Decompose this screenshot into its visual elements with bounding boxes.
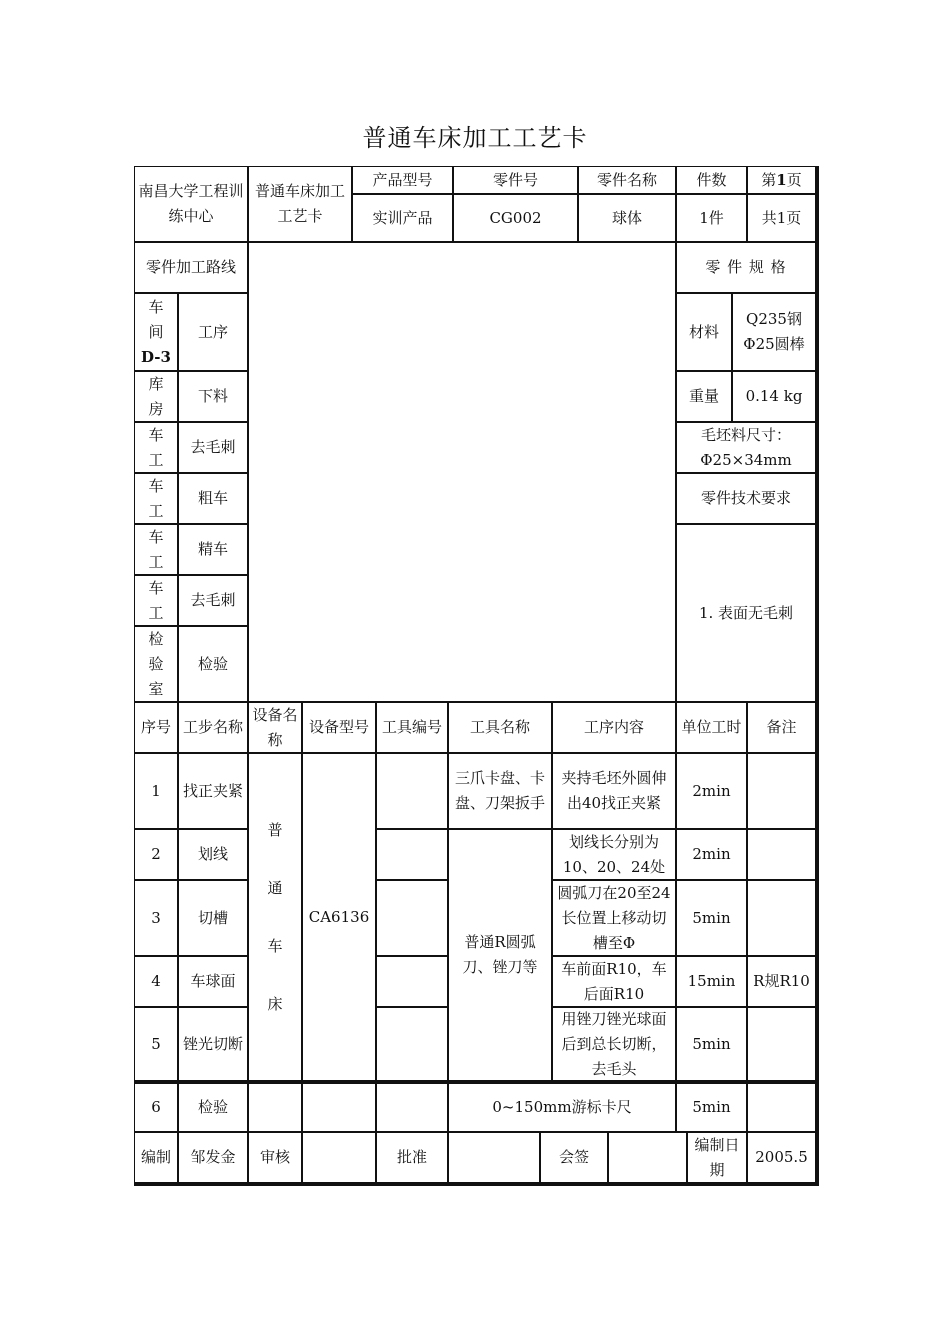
compiler: 邹发金 bbox=[178, 1132, 248, 1183]
step-remark bbox=[747, 880, 816, 956]
step-time: 2min bbox=[676, 829, 747, 880]
step-name: 划线 bbox=[178, 829, 248, 880]
step-tool-no bbox=[376, 880, 448, 956]
tech-req-value: 1. 表面无毛刺 bbox=[676, 524, 816, 702]
route-shop: 车 工 bbox=[134, 422, 178, 473]
step-name: 车球面 bbox=[178, 956, 248, 1007]
col-remark: 备注 bbox=[747, 702, 816, 753]
step-name: 检验 bbox=[178, 1081, 248, 1132]
drawing-area bbox=[248, 242, 676, 702]
process-label: 工序 bbox=[178, 293, 248, 371]
workshop-label: 车 间 D-3 bbox=[134, 293, 178, 371]
step-seq: 5 bbox=[134, 1007, 178, 1081]
page-number: 第 1 页 bbox=[747, 166, 816, 194]
route-shop: 检 验 室 bbox=[134, 626, 178, 702]
route-process: 粗车 bbox=[178, 473, 248, 524]
reviewer bbox=[302, 1132, 376, 1183]
step-tool-no bbox=[376, 753, 448, 829]
material-label: 材料 bbox=[676, 293, 732, 371]
step-tool-no bbox=[376, 1007, 448, 1081]
route-shop: 库 房 bbox=[134, 371, 178, 422]
step-seq: 3 bbox=[134, 880, 178, 956]
step-time: 2min bbox=[676, 753, 747, 829]
col-tool-no: 工具编号 bbox=[376, 702, 448, 753]
step-remark: R规R10 bbox=[747, 956, 816, 1007]
process-card-table bbox=[134, 166, 819, 1186]
step-equip-name bbox=[248, 1081, 302, 1132]
step-time: 5min bbox=[676, 1007, 747, 1081]
step-seq: 6 bbox=[134, 1081, 178, 1132]
material-value: Q235钢Φ25圆棒 bbox=[732, 293, 816, 371]
approver bbox=[448, 1132, 540, 1183]
countersign bbox=[608, 1132, 687, 1183]
step-tool-name: 0~150mm游标卡尺 bbox=[448, 1081, 676, 1132]
step-name: 切槽 bbox=[178, 880, 248, 956]
page-title: 普通车床加工工艺卡 bbox=[362, 124, 588, 152]
part-name-label: 零件名称 bbox=[578, 166, 676, 194]
col-tool-name: 工具名称 bbox=[448, 702, 552, 753]
col-content: 工序内容 bbox=[552, 702, 676, 753]
step-content: 车前面R10，车后面R10 bbox=[552, 956, 676, 1007]
date-value: 2005.5 bbox=[747, 1132, 816, 1183]
step-content: 划线长分别为10、20、24处 bbox=[552, 829, 676, 880]
part-no-value: CG002 bbox=[453, 194, 578, 242]
route-label: 零件加工路线 bbox=[134, 242, 248, 293]
product-model-value: 实训产品 bbox=[352, 194, 453, 242]
route-process: 去毛刺 bbox=[178, 575, 248, 626]
product-model-label: 产品型号 bbox=[352, 166, 453, 194]
step-time: 15min bbox=[676, 956, 747, 1007]
tech-req-label: 零件技术要求 bbox=[676, 473, 816, 524]
step-remark bbox=[747, 829, 816, 880]
countersign-label: 会签 bbox=[540, 1132, 608, 1183]
review-label: 审核 bbox=[248, 1132, 302, 1183]
approve-label: 批准 bbox=[376, 1132, 448, 1183]
date-label: 编制日期 bbox=[687, 1132, 747, 1183]
step-content: 夹持毛坯外圆伸出40找正夹紧 bbox=[552, 753, 676, 829]
step-seq: 4 bbox=[134, 956, 178, 1007]
step-name: 找正夹紧 bbox=[178, 753, 248, 829]
col-equip-model: 设备型号 bbox=[302, 702, 376, 753]
step-tool-no bbox=[376, 829, 448, 880]
part-name-value: 球体 bbox=[578, 194, 676, 242]
equipment-name: 普 通 车 床 bbox=[248, 753, 302, 1081]
step-tool-name: 三爪卡盘、卡盘、刀架扳手 bbox=[448, 753, 552, 829]
step-remark bbox=[747, 1007, 816, 1081]
step-time: 5min bbox=[676, 880, 747, 956]
route-process: 检验 bbox=[178, 626, 248, 702]
qty-label: 件数 bbox=[676, 166, 747, 194]
compile-label: 编制 bbox=[134, 1132, 178, 1183]
step-seq: 2 bbox=[134, 829, 178, 880]
step-tool-no bbox=[376, 956, 448, 1007]
weight-label: 重量 bbox=[676, 371, 732, 422]
step-tool-no bbox=[376, 1081, 448, 1132]
total-pages: 共1页 bbox=[747, 194, 816, 242]
route-shop: 车 工 bbox=[134, 575, 178, 626]
route-process: 去毛刺 bbox=[178, 422, 248, 473]
spec-label: 零 件 规 格 bbox=[676, 242, 816, 293]
step-equip-model bbox=[302, 1081, 376, 1132]
route-shop: 车 工 bbox=[134, 524, 178, 575]
col-step-name: 工步名称 bbox=[178, 702, 248, 753]
step-name: 锉光切断 bbox=[178, 1007, 248, 1081]
step-tool-name: 普通R圆弧刀、锉刀等 bbox=[448, 829, 552, 1081]
route-process: 下料 bbox=[178, 371, 248, 422]
blank-size: 毛坯料尺寸： Φ25×34mm bbox=[676, 422, 816, 473]
route-process: 精车 bbox=[178, 524, 248, 575]
equipment-model: CA6136 bbox=[302, 753, 376, 1081]
part-no-label: 零件号 bbox=[453, 166, 578, 194]
org-name: 南昌大学工程训练中心 bbox=[134, 166, 248, 242]
col-equip-name: 设备名称 bbox=[248, 702, 302, 753]
col-seq: 序号 bbox=[134, 702, 178, 753]
step-remark bbox=[747, 1081, 816, 1132]
step-content: 用锉刀锉光球面后到总长切断，去毛头 bbox=[552, 1007, 676, 1081]
route-shop: 车 工 bbox=[134, 473, 178, 524]
step-remark bbox=[747, 753, 816, 829]
weight-value: 0.14 kg bbox=[732, 371, 816, 422]
qty-value: 1件 bbox=[676, 194, 747, 242]
step-seq: 1 bbox=[134, 753, 178, 829]
col-unit-time: 单位工时 bbox=[676, 702, 747, 753]
card-name: 普通车床加工工艺卡 bbox=[248, 166, 352, 242]
step-time: 5min bbox=[676, 1081, 747, 1132]
step-content: 圆弧刀在20至24长位置上移动切槽至Φ bbox=[552, 880, 676, 956]
